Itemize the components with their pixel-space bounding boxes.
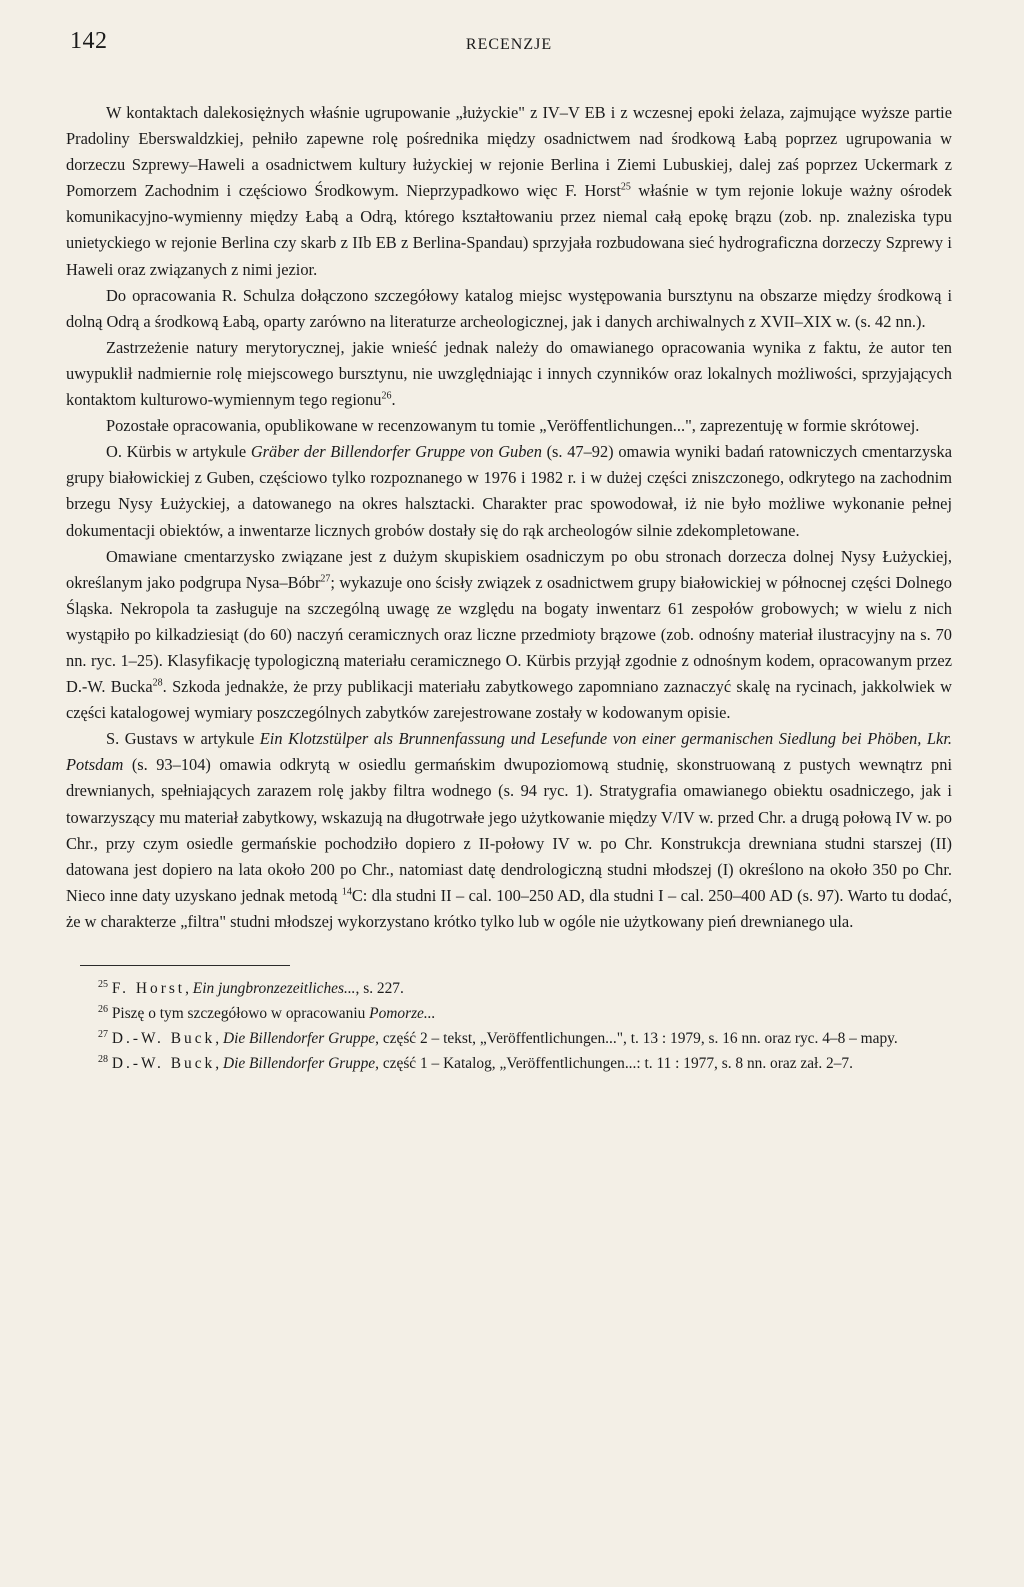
footnotes xyxy=(66,976,952,1076)
paragraph-3: Zastrzeżenie natury merytorycznej, jakie wnieść jednak należy do omawianego opracowania wynika z faktu, że autor ten uwypuklił nadmiernie rolę miejscowego bursztynu, nie uwzględniając i innych czynników oraz lokalnych możliwości, sprzyjających kontaktom kulturowo-wymiennym tego regionu$^{26}$. xyxy=(66,337,952,410)
footnote-26: $^{26}$ Piszę o tym szczegółowo w opracowaniu Pomorze... xyxy=(98,1003,436,1022)
footnote-number: 25 xyxy=(98,978,108,990)
footnote-27: $^{27}$ D.-W. Buck, Die Billendorfer Gruppe, część 2 – tekst, „Veröffentlichungen...", t. 13 : 1979, s. 16 nn. oraz ryc. 4–8 – mapy. xyxy=(98,1028,898,1047)
footnote-author: D.-W. Buck xyxy=(111,1030,216,1047)
article-title: Gräber der Billendorfer Gruppe von Guben xyxy=(250,442,542,462)
footnote-25: $^{25}$ F. Horst, Ein jungbronzezeitliches..., s. 227. xyxy=(98,978,404,997)
footnote-28: $^{28}$ D.-W. Buck, Die Billendorfer Gruppe, część 1 – Katalog, „Veröffentlichungen...: t. 11 : 1977, s. 8 nn. oraz zał. 2–7. xyxy=(98,1053,853,1072)
footnote-ref-28[interactable]: 28 xyxy=(152,677,163,689)
footnote-number: 28 xyxy=(98,1053,108,1065)
footnote-author: D.-W. Buck xyxy=(111,1055,216,1072)
paragraph-5: O. Kürbis w artykule Gräber der Billendorfer Gruppe von Guben (s. 47–92) omawia wyniki badań ratowniczych cmentarzyska grupy białowickiej z Guben, częściowo tylko rozpoznanego w 1976 i 1982 r. i w dużej części zniszczonego, odkrytego na zachodnim brzegu Nysy Łużyckiej, a datowanego na okres halsztacki. Charakter prac spowodował, iż nie było możliwe wykonanie pełnej dokumentacji obiektów, a inwentarze licznych grobów dostały się do rąk archeologów silnie zdekompletowane. xyxy=(66,442,952,540)
footnote-divider xyxy=(80,965,290,966)
paragraph-6: Omawiane cmentarzysko związane jest z dużym skupiskiem osadniczym po obu stronach dorzecza dolnej Nysy Łużyckiej, określanym jako podgrupa Nysa–Bóbr$^{27}$; wykazuje ono ścisły związek z osadnictwem grupy białowickiej w północnej części Dolnego Śląska. Nekropola ta zasługuje na szczególną uwagę ze względu na bogaty inwentarz 61 zespołów grobowych; w wielu z nich wystąpiło po kilkadziesiąt (do 60) naczyń ceramicznych oraz liczne przedmioty brązowe (zob. odnośny materiał ilustracyjny na s. 70 nn. ryc. 1–25). Klasyfikację typologiczną materiału ceramicznego O. Kürbis przyjął zgodnie z odnośnym kodem, opracowanym przez D.-W. Bucka$^{28}$. Szkoda jednakże, że przy publikacji materiału zabytkowego zapomniano zaznaczyć skalę na rycinach, jakkolwiek w części katalogowej wymiary poszczególnych zabytków zarejestrowane zostały w kodowanym opisie. xyxy=(66,546,952,723)
footnote-ref-25[interactable]: 25 xyxy=(620,181,631,193)
article-title: Ein Klotzstülper als Brunnenfassung und Lesefunde von einer germanischen Siedlung bei Phöben, Lkr. Potsdam xyxy=(66,729,952,775)
footnote-number: 27 xyxy=(98,1028,108,1040)
body-text xyxy=(66,100,952,935)
footnote-author: F. Horst xyxy=(111,980,186,997)
running-title: RECENZJE xyxy=(465,36,553,53)
paragraph-4: Pozostałe opracowania, opublikowane w recenzowanym tu tomie „Veröffentlichungen...", zaprezentuję w formie skrótowej. xyxy=(106,416,920,436)
paragraph-2: Do opracowania R. Schulza dołączono szczegółowy katalog miejsc występowania bursztynu na obszarze między środkową i dolną Odrą a środkową Łabą, oparty zarówno na literaturze archeologicznej, jak i danych archiwalnych z XVII–XIX w. (s. 42 nn.). xyxy=(66,285,952,331)
footnote-ref-26[interactable]: 26 xyxy=(381,390,392,402)
footnote-title: Pomorze... xyxy=(369,1005,436,1022)
footnote-number: 26 xyxy=(98,1003,108,1015)
footnote-title: Die Billendorfer Gruppe xyxy=(222,1055,376,1072)
document-page xyxy=(66,24,952,1564)
footnote-title: Die Billendorfer Gruppe xyxy=(222,1030,376,1047)
footnote-title: Ein jungbronzezeitliches... xyxy=(192,980,356,997)
paragraph-7: S. Gustavs w artykule Ein Klotzstülper als Brunnenfassung und Lesefunde von einer germanischen Siedlung bei Phöben, Lkr. Potsdam (s. 93–104) omawia odkrytą w osiedlu germańskim dwupoziomową studnię, skonstruowaną z pustych wewnątrz pni drewnianych, spełniających zarazem rolę jakby filtra wodnego (s. 94 ryc. 1). Stratygrafia omawianego obiektu osadniczego, jak i towarzyszący mu materiał zabytkowy, wskazują na długotrwałe jego użytkowanie między V/IV w. przed Chr. a drugą połową IV w. po Chr., przy czym osiedle germańskie pochodziło dopiero z II-połowy IV w. po Chr. Konstrukcja drewniana studni starszej (II) datowana jest dopiero na lata około 200 po Chr., natomiast datę dendrologiczną studni młodszej (I) określono na około 350 po Chr. Nieco inne daty uzyskano jednak metodą $^{14}$C: dla studni II – cal. 100–250 AD, dla studni I – cal. 250–400 AD (s. 97). Warto tu dodać, że w charakterze „filtra" studni młodszej wykorzystano krótko tylko lub w ogóle nie użytkowany pień drewnianego ula. xyxy=(66,729,952,931)
paragraph-1: W kontaktach dalekosiężnych właśnie ugrupowanie „łużyckie" z IV–V EB i z wczesnej epoki żelaza, zajmujące wyższe partie Pradoliny Eberswaldzkiej, pełniło zapewne rolę pośrednika między osadnictwem nad środkową Łabą poprzez ugrupowania w dorzeczu Szprewy–Haweli a osadnictwem kultury łużyckiej w rejonie Berlina i Ziemi Lubuskiej, dalej zaś poprzez Uckermark z Pomorzem Zachodnim i częściowo Środkowym. Nieprzypadkowo więc F. Horst$^{25}$ właśnie w tym rejonie lokuje ważny ośrodek komunikacyjno-wymienny między Łabą a Odrą, którego kształtowaniu przez niemal całą epokę brązu (zob. np. znaleziska typu unietyckiego w rejonie Berlina czy skarb z IIb EB z Berlina-Spandau) sprzyjała rozbudowana sieć hydrograficzna dorzeczy Szprewy i Haweli oraz związanych z nimi jezior. xyxy=(66,103,952,279)
isotope-superscript: 14 xyxy=(341,886,352,898)
page-number: 142 xyxy=(70,28,108,54)
footnote-ref-27[interactable]: 27 xyxy=(320,573,331,585)
page-header xyxy=(66,24,952,76)
